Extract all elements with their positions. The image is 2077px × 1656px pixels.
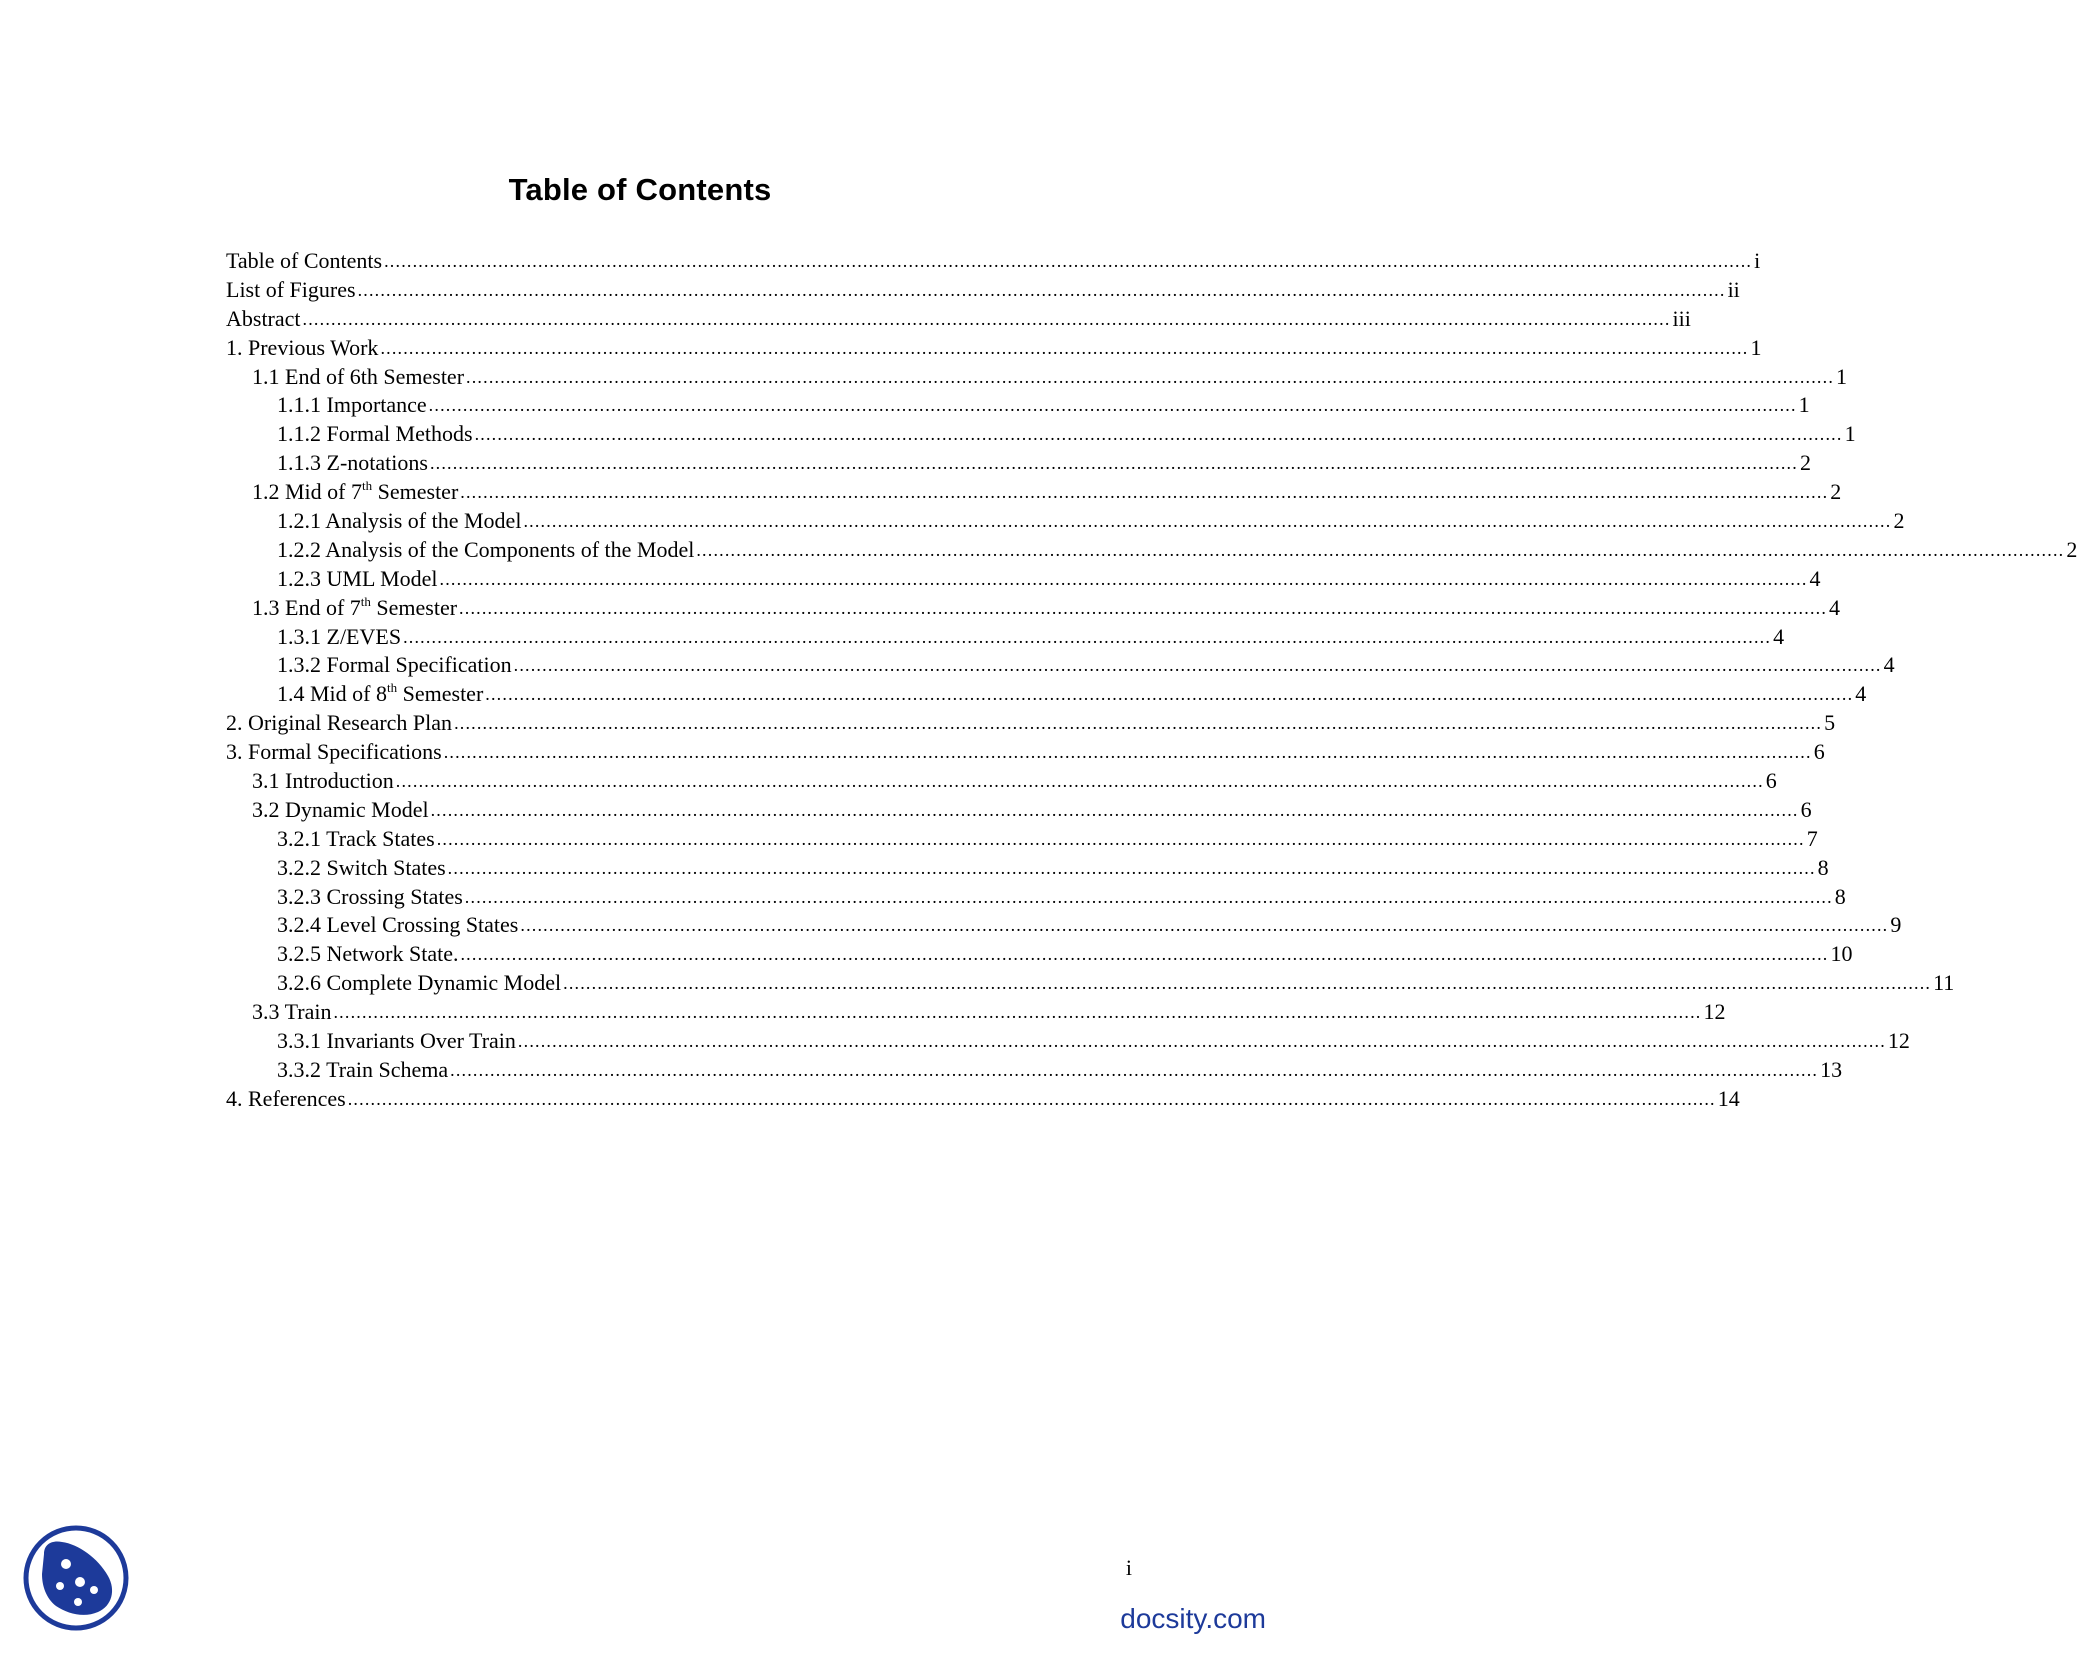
toc-entry-page: 2: [1893, 508, 1905, 533]
toc-entry-page: 8: [1817, 854, 1829, 880]
toc-entry-page: 2: [1799, 450, 1811, 476]
toc-entry[interactable]: [226, 449, 1811, 478]
toc-entry[interactable]: [226, 825, 1818, 854]
toc-dot-leader: ................................................................................................................................................................................................................................................: [447, 857, 1816, 878]
table-of-contents: [226, 247, 2077, 1114]
toc-dot-leader: ................................................................................................................................................................................................................................................: [450, 1059, 1819, 1080]
toc-entry[interactable]: [226, 247, 1761, 276]
toc-entry[interactable]: [226, 651, 1895, 680]
toc-dot-leader: ................................................................................................................................................................................................................................................: [485, 684, 1854, 705]
toc-entry-page: ii: [1727, 276, 1740, 302]
toc-dot-leader: ................................................................................................................................................................................................................................................: [439, 568, 1808, 589]
toc-entry-page: 6: [1813, 739, 1825, 765]
toc-dot-leader: ................................................................................................................................................................................................................................................: [428, 395, 1797, 416]
toc-entry-page: 10: [1830, 941, 1853, 967]
toc-entry-label: 3.2.2 Switch States: [277, 854, 446, 880]
toc-dot-leader: ................................................................................................................................................................................................................................................: [460, 482, 1829, 503]
toc-entry-label: 1.2.2 Analysis of the Components of the Model: [277, 536, 695, 562]
toc-entry[interactable]: [226, 334, 1762, 363]
toc-entry-page: 8: [1834, 883, 1846, 909]
toc-dot-leader: ................................................................................................................................................................................................................................................: [696, 539, 2065, 560]
toc-entry-label: List of Figures: [226, 276, 356, 302]
toc-entry[interactable]: [226, 854, 1829, 883]
toc-dot-leader: ................................................................................................................................................................................................................................................: [466, 366, 1835, 387]
toc-entry[interactable]: [226, 507, 1905, 536]
toc-dot-leader: ................................................................................................................................................................................................................................................: [333, 1002, 1702, 1023]
toc-dot-leader: ................................................................................................................................................................................................................................................: [384, 250, 1753, 271]
toc-entry-page: 12: [1887, 1028, 1910, 1054]
toc-entry-label: 3.3.1 Invariants Over Train: [277, 1028, 516, 1054]
toc-entry-page: iii: [1672, 305, 1691, 331]
toc-dot-leader: ................................................................................................................................................................................................................................................: [443, 742, 1812, 763]
toc-dot-leader: ................................................................................................................................................................................................................................................: [523, 511, 1892, 531]
toc-entry-page: 9: [1890, 912, 1902, 938]
toc-dot-leader: ................................................................................................................................................................................................................................................: [347, 1088, 1716, 1109]
toc-dot-leader: ................................................................................................................................................................................................................................................: [395, 771, 1764, 792]
toc-entry-page: 12: [1703, 999, 1726, 1025]
page-number: i: [1125, 1555, 1132, 1580]
toc-entry[interactable]: [226, 391, 1810, 420]
toc-entry-label: 1.3.2 Formal Specification: [277, 652, 512, 678]
toc-dot-leader: ................................................................................................................................................................................................................................................: [474, 424, 1843, 445]
toc-entry-page: 6: [1800, 796, 1812, 822]
toc-entry[interactable]: [226, 478, 1842, 507]
page-title: Table of Contents: [508, 172, 772, 207]
toc-entry-label: 3.3.2 Train Schema: [277, 1056, 449, 1082]
toc-entry[interactable]: [226, 1027, 1910, 1056]
toc-entry[interactable]: [226, 796, 1812, 825]
toc-dot-leader: ................................................................................................................................................................................................................................................: [563, 973, 1932, 994]
toc-entry[interactable]: [226, 911, 1902, 940]
toc-dot-leader: ................................................................................................................................................................................................................................................: [520, 915, 1889, 936]
toc-entry-label: 1.1 End of 6th Semester: [252, 363, 465, 389]
toc-entry[interactable]: [226, 680, 1867, 709]
toc-entry-label: 4. References: [226, 1085, 346, 1111]
toc-entry-label: 3.2.3 Crossing States: [277, 883, 463, 909]
toc-dot-leader: ................................................................................................................................................................................................................................................: [430, 799, 1799, 820]
toc-dot-leader: ................................................................................................................................................................................................................................................: [454, 713, 1823, 734]
toc-entry[interactable]: [226, 565, 1821, 594]
toc-entry-label: 3.2 Dynamic Model: [252, 796, 429, 822]
toc-entry-label: 3.2.1 Track States: [277, 825, 435, 851]
toc-entry-page: 4: [1883, 652, 1895, 678]
toc-entry-page: 6: [1765, 768, 1777, 794]
toc-entry-page: 4: [1809, 565, 1821, 591]
toc-dot-leader: ................................................................................................................................................................................................................................................: [459, 597, 1828, 618]
toc-dot-leader: ................................................................................................................................................................................................................................................: [436, 828, 1805, 849]
toc-dot-leader: ................................................................................................................................................................................................................................................: [403, 626, 1772, 647]
toc-entry-page: 2: [1830, 479, 1842, 505]
toc-entry[interactable]: [226, 536, 2077, 565]
toc-entry[interactable]: [226, 709, 1836, 738]
toc-entry-page: 5: [1824, 710, 1836, 736]
toc-entry-label: 1.2.3 UML Model: [277, 565, 438, 591]
toc-entry[interactable]: [226, 276, 1740, 305]
toc-entry-page: 14: [1717, 1085, 1740, 1111]
toc-entry-label: 1. Previous Work: [226, 334, 379, 360]
toc-entry[interactable]: [226, 940, 1853, 969]
toc-entry-label: 3.2.6 Complete Dynamic Model: [277, 970, 562, 996]
toc-dot-leader: ................................................................................................................................................................................................................................................: [513, 655, 1882, 676]
toc-entry-page: 4: [1855, 681, 1867, 707]
toc-entry[interactable]: [226, 363, 1848, 392]
toc-entry[interactable]: [226, 738, 1825, 767]
toc-dot-leader: ................................................................................................................................................................................................................................................: [380, 337, 1749, 358]
toc-entry-page: 1: [1798, 392, 1810, 418]
toc-entry-label: 1.4 Mid of 8th Semester: [277, 680, 484, 707]
toc-entry-label: 3.1 Introduction: [252, 768, 394, 794]
toc-entry-label: 3. Formal Specifications: [226, 739, 442, 765]
toc-entry[interactable]: [226, 998, 1726, 1027]
toc-entry-label: 1.3 End of 7th Semester: [252, 593, 458, 620]
toc-dot-leader: ................................................................................................................................................................................................................................................: [302, 308, 1671, 329]
toc-dot-leader: ................................................................................................................................................................................................................................................: [429, 453, 1798, 474]
toc-entry-label: 3.2.4 Level Crossing States: [277, 912, 519, 938]
toc-entry[interactable]: [226, 623, 1785, 652]
toc-entry-page: i: [1754, 247, 1761, 273]
toc-dot-leader: ................................................................................................................................................................................................................................................: [460, 944, 1829, 965]
toc-entry-page: 2: [2066, 536, 2077, 562]
toc-entry[interactable]: [226, 420, 1856, 449]
toc-entry[interactable]: [226, 1056, 1843, 1085]
toc-entry[interactable]: [226, 593, 1841, 623]
toc-entry[interactable]: [226, 767, 1777, 796]
toc-entry-page: 1: [1836, 363, 1848, 389]
toc-entry-label: 2. Original Research Plan: [226, 710, 453, 736]
toc-entry[interactable]: [226, 969, 1955, 998]
docsity-brand-link[interactable]: docsity.com: [1120, 1603, 1266, 1634]
toc-entry-label: 3.3 Train: [252, 999, 332, 1025]
toc-entry-page: 4: [1773, 623, 1785, 649]
toc-entry-page: 1: [1844, 421, 1856, 447]
toc-entry-label: 1.1.1 Importance: [277, 392, 427, 418]
toc-entry-page: 11: [1933, 970, 1955, 996]
toc-entry-label: 3.2.5 Network State.: [277, 941, 459, 967]
toc-entry[interactable]: [226, 1085, 1740, 1114]
toc-entry-page: 1: [1750, 334, 1762, 360]
toc-dot-leader: ................................................................................................................................................................................................................................................: [517, 1031, 1886, 1052]
toc-entry-label: Table of Contents: [226, 247, 383, 273]
toc-entry[interactable]: [226, 305, 1691, 334]
toc-entry-label: 1.3.1 Z/EVES: [277, 623, 402, 649]
toc-entry-label: 1.1.2 Formal Methods: [277, 421, 473, 447]
toc-dot-leader: ................................................................................................................................................................................................................................................: [464, 886, 1833, 907]
toc-entry-page: 13: [1820, 1056, 1843, 1082]
toc-entry-label: 1.2.1 Analysis of the Model: [277, 508, 522, 533]
toc-entry-label: 1.1.3 Z-notations: [277, 450, 428, 476]
toc-entry-page: 7: [1806, 825, 1818, 851]
toc-entry-label: Abstract: [226, 305, 301, 331]
toc-dot-leader: ................................................................................................................................................................................................................................................: [357, 279, 1726, 300]
toc-entry[interactable]: [226, 883, 1846, 912]
toc-entry-label: 1.2 Mid of 7th Semester: [252, 478, 459, 505]
docsity-logo-icon[interactable]: [22, 1524, 130, 1632]
toc-entry-page: 4: [1829, 594, 1841, 620]
